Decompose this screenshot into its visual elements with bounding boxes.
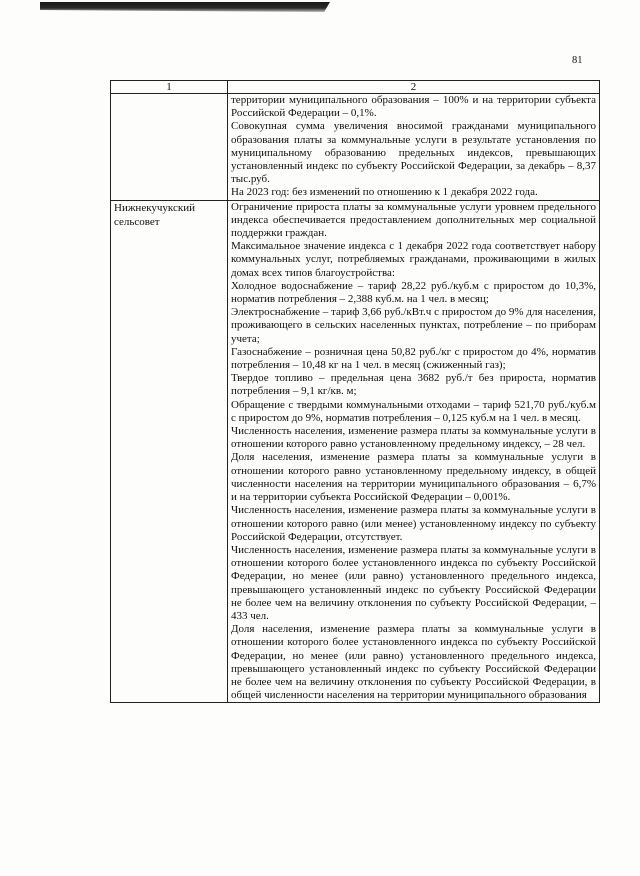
content-cell: [228, 94, 600, 201]
paragraph: Численность населения, изменение размера платы за коммунальные услуги в отношении которого более установленного индекса по субъекту Российской Федерации, но менее (или равно) установленного предельного индекса, превышающего установленный индекс по субъекту Российской Федерации не более чем на величину отклонения по субъекту Российской Федерации, – 433 чел.: [231, 543, 596, 622]
page-number: 81: [572, 55, 583, 66]
paragraph: Холодное водоснабжение – тариф 28,22 руб./куб.м с приростом до 10,3%, норматив потребления – 2,388 куб.м. на 1 чел. в месяц;: [231, 279, 596, 306]
paragraph: Численность населения, изменение размера платы за коммунальные услуги в отношении которого равно (или менее) установленному индексу по субъекту Российской Федерации, отсутствует.: [231, 504, 596, 543]
table-header-row: [111, 81, 600, 94]
paragraph: Численность населения, изменение размера платы за коммунальные услуги в отношении которого равно установленному предельному индексу, – 28 чел.: [231, 425, 596, 451]
table-row: [111, 200, 600, 703]
paragraph: Совокупная сумма увеличения вносимой гражданами муниципального образования платы за коммунальные услуги в результате установления по муниципальному образованию предельных индексов, превышающих установленный индекс по субъекту Российской Федерации, за декабрь – 8,37 тыс.руб.: [231, 120, 596, 186]
paragraph: территории муниципального образования – 100% и на территории субъекта Российской Федерации – 0,1%.: [231, 94, 596, 120]
content-cell: [228, 200, 600, 703]
column-header-2: 2: [228, 81, 600, 94]
paragraph: Доля населения, изменение размера платы за коммунальные услуги в отношении которого более установленного индекса по субъекту Российской Федерации, но менее (или равно) установленного предельного индекса, превышающего установленный индекс по субъекту Российской Федерации не более чем на величину отклонения по субъекту Российской Федерации, в общей численности населения на территории муниципального образования: [231, 623, 596, 702]
paragraph: Ограничение прироста платы за коммунальные услуги уровнем предельного индекса обеспечивается предоставлением дополнительных мер социальной поддержки граждан.: [231, 200, 596, 240]
region-cell: Нижнекучукский сельсовет: [111, 200, 228, 703]
paragraph: Твердое топливо – предельная цена 3682 руб./т без прироста, норматив потребления – 9,1 кг/кв. м;: [231, 372, 596, 398]
paragraph: Доля населения, изменение размера платы за коммунальные услуги в отношении которого равно установленному предельному индексу, в общей численности населения на территории муниципального образования – 6,7% и на территории субъекта Российской Федерации – 0,001%.: [231, 451, 596, 504]
paragraph: Газоснабжение – розничная цена 50,82 руб./кг с приростом до 4%, норматив потребления – 10,48 кг на 1 чел. в месяц (сжиженный газ);: [231, 345, 596, 372]
column-header-1: 1: [111, 81, 228, 94]
paragraph: Обращение с твердыми коммунальными отходами – тариф 521,70 руб./куб.м с приростом до 9%, норматив потребления – 0,125 куб.м на 1 чел. в месяц.: [231, 398, 596, 424]
scan-artifact-bar: [40, 2, 330, 12]
region-cell: [111, 94, 228, 201]
document-table: [110, 80, 600, 703]
paragraph: Максимальное значение индекса с 1 декабря 2022 года соответствует набору коммунальных услуг, потребляемых гражданами, проживающими в жилых домах всех типов благоустройства:: [231, 240, 596, 279]
paragraph: На 2023 год: без изменений по отношению к 1 декабря 2022 года.: [231, 186, 538, 199]
paragraph: Электроснабжение – тариф 3,66 руб./кВт.ч с приростом до 9% для населения, проживающего в сельских населенных пунктах, потребление – по приборам учета;: [231, 306, 596, 345]
table-row: [111, 94, 600, 201]
